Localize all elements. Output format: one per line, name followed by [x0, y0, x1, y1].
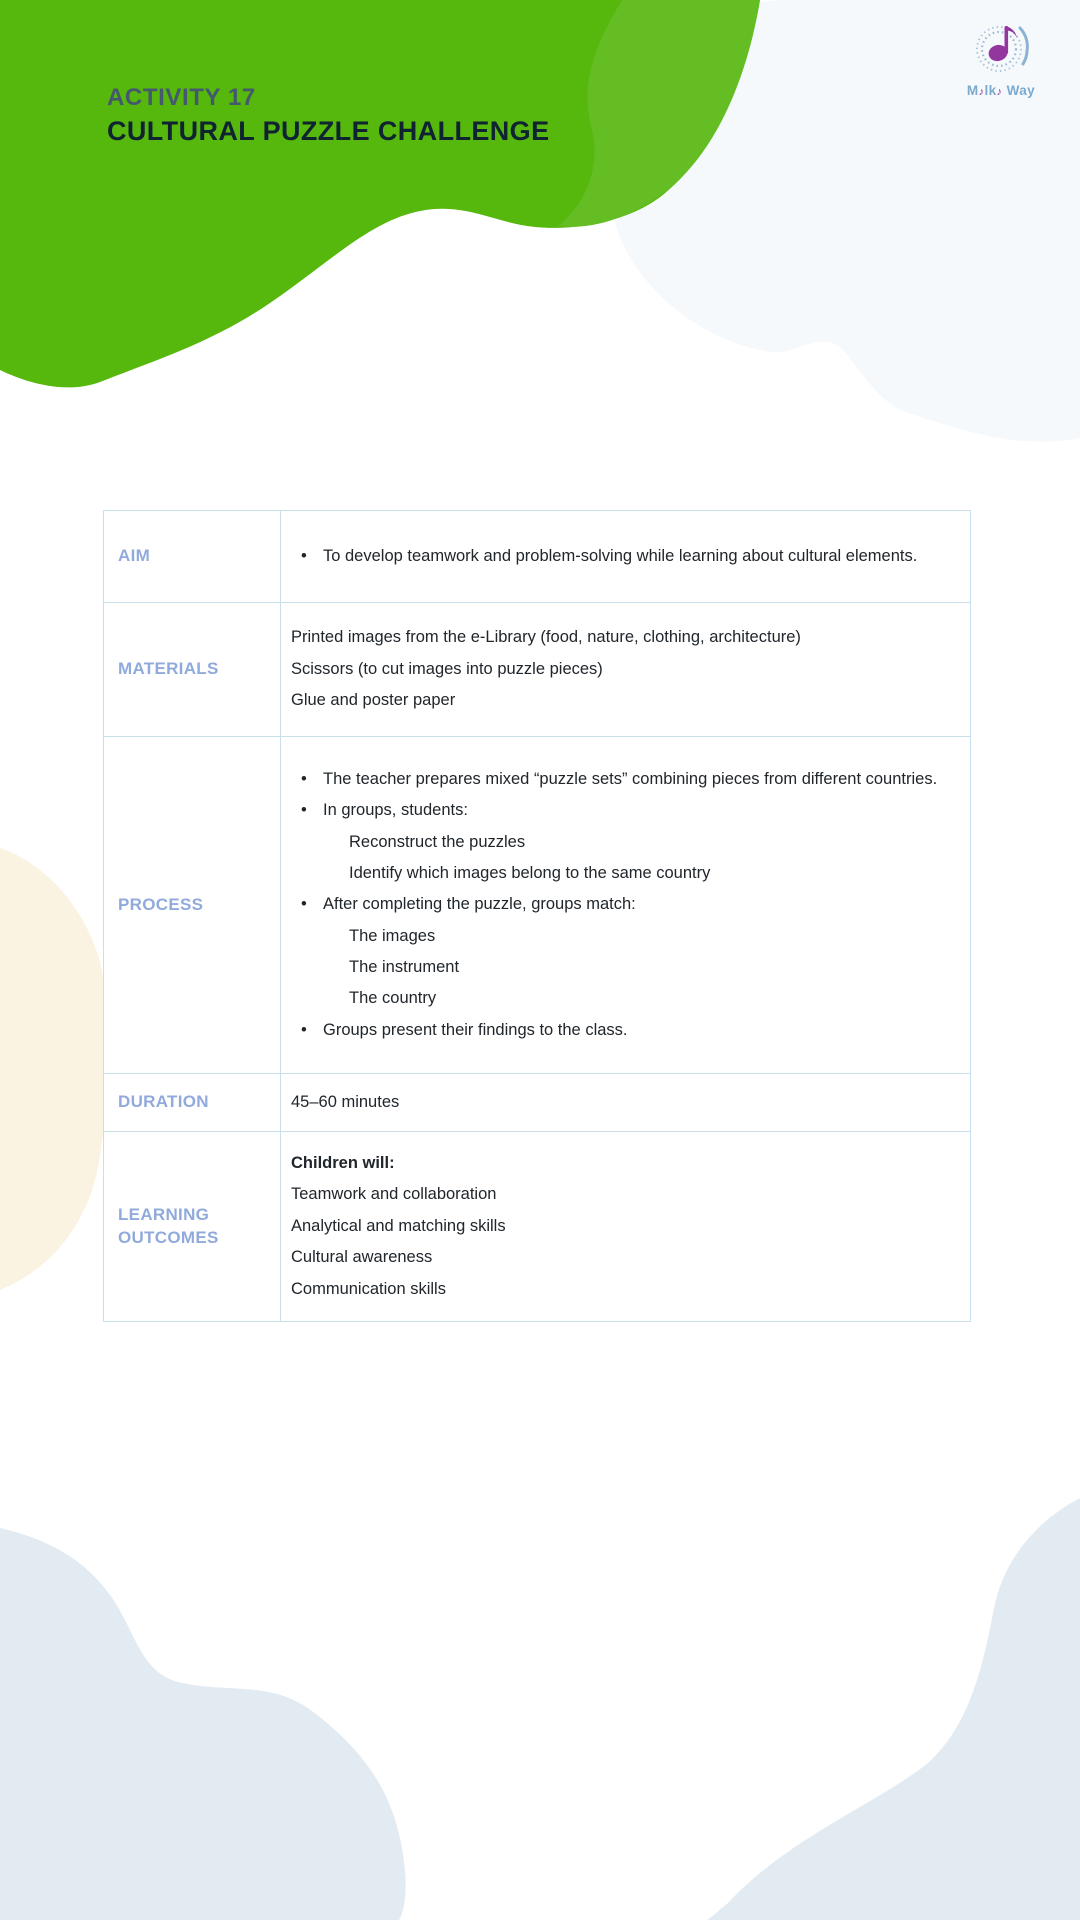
logo-note-glyph: ♪ — [996, 86, 1003, 98]
process-step: • Groups present their findings to the class. — [291, 1015, 954, 1046]
process-substep: The images — [349, 926, 436, 945]
logo-note-glyph: ♪ — [978, 86, 985, 98]
outcomes-line: Analytical and matching skills — [291, 1216, 506, 1235]
row-content-materials — [281, 603, 970, 736]
header — [107, 84, 549, 147]
outcomes-line: Cultural awareness — [291, 1248, 433, 1267]
materials-line: Scissors (to cut images into puzzle pieces) — [291, 659, 603, 678]
row-content-process — [281, 737, 970, 1073]
milky-way-logo — [942, 16, 1060, 98]
row-content-learning-outcomes — [281, 1132, 970, 1321]
row-label-process: PROCESS — [104, 737, 281, 1073]
bottom-left-blob — [0, 1528, 406, 1920]
process-substep: The country — [349, 989, 437, 1008]
row-label-duration: DURATION — [104, 1074, 281, 1131]
logo-wordmark — [942, 83, 1060, 98]
materials-line: Printed images from the e-Library (food, nature, clothing, architecture) — [291, 628, 801, 647]
process-step: • After completing the puzzle, groups match: — [291, 889, 954, 920]
outcomes-line: Teamwork and collaboration — [291, 1185, 497, 1204]
row-content-aim — [281, 511, 970, 602]
process-substep: Identify which images belong to the same country — [349, 863, 711, 882]
process-step: • In groups, students: — [291, 795, 954, 826]
table-row-learning-outcomes — [104, 1131, 970, 1321]
outcomes-heading: Children will: — [291, 1154, 395, 1173]
music-note-logo-icon — [968, 16, 1034, 82]
activity-number-label: ACTIVITY 17 — [107, 84, 256, 111]
row-label-materials: MATERIALS — [104, 603, 281, 736]
row-label-learning-outcomes: LEARNING OUTCOMES — [104, 1132, 281, 1321]
beige-blob — [0, 848, 108, 1290]
outcomes-line: Communication skills — [291, 1279, 446, 1298]
table-row-duration — [104, 1073, 970, 1131]
materials-line: Glue and poster paper — [291, 691, 456, 710]
table-row-process — [104, 736, 970, 1073]
row-content-duration — [281, 1074, 970, 1131]
process-substep: Reconstruct the puzzles — [349, 832, 526, 851]
duration-value: 45–60 minutes — [291, 1092, 400, 1111]
logo-text-mid: lk — [984, 83, 997, 98]
process-step: • The teacher prepares mixed “puzzle sets” combining pieces from different countries. — [291, 764, 954, 795]
logo-text-prefix: M — [966, 83, 979, 98]
table-row-materials — [104, 602, 970, 736]
row-label-aim: AIM — [104, 511, 281, 602]
aim-bullet: • To develop teamwork and problem-solving while learning about cultural elements. — [291, 543, 954, 569]
bottom-right-blob — [707, 1498, 1080, 1920]
logo-text-suffix: Way — [1002, 83, 1036, 98]
page-title: CULTURAL PUZZLE CHALLENGE — [107, 115, 550, 146]
process-substep: The instrument — [349, 958, 460, 977]
activity-table — [103, 510, 971, 1322]
table-row-aim — [104, 511, 970, 602]
